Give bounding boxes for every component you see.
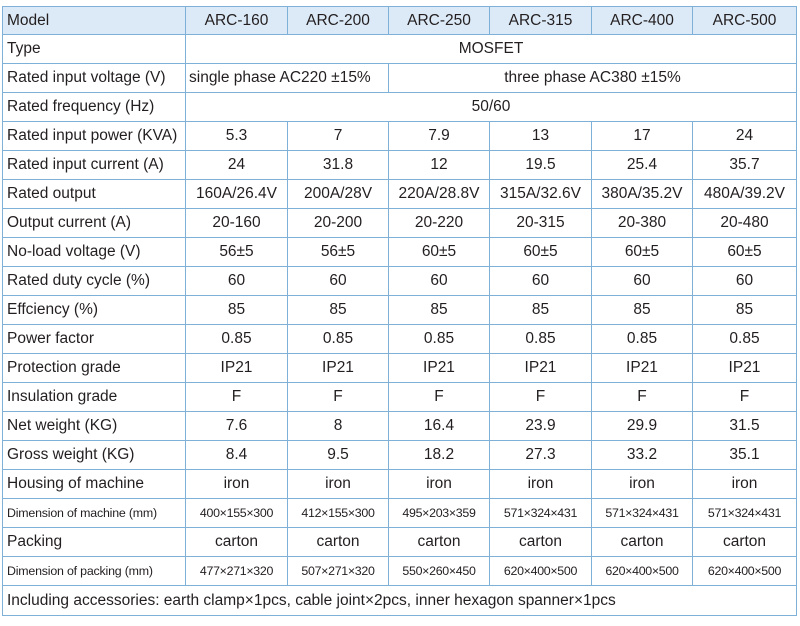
cell-value: 412×155×300 bbox=[288, 499, 389, 528]
row-label: Gross weight (KG) bbox=[3, 441, 186, 470]
cell-value: 60 bbox=[490, 267, 592, 296]
cell-value: 160A/26.4V bbox=[186, 180, 288, 209]
cell-value: F bbox=[288, 383, 389, 412]
cell-value: carton bbox=[389, 528, 490, 557]
cell-value: 56±5 bbox=[186, 238, 288, 267]
cell-value: 85 bbox=[490, 296, 592, 325]
header-row bbox=[3, 7, 797, 35]
cell-value: 85 bbox=[186, 296, 288, 325]
spec-row bbox=[3, 209, 797, 238]
cell-value: 24 bbox=[186, 151, 288, 180]
cell-value: 85 bbox=[693, 296, 797, 325]
single-phase-value: single phase AC220 ±15% bbox=[186, 64, 389, 93]
cell-value: 8 bbox=[288, 412, 389, 441]
cell-value: IP21 bbox=[693, 354, 797, 383]
model-name: ARC-160 bbox=[186, 7, 288, 35]
cell-value: 0.85 bbox=[592, 325, 693, 354]
header-label: Model bbox=[3, 7, 186, 35]
frequency-value: 50/60 bbox=[186, 93, 797, 122]
spec-row bbox=[3, 267, 797, 296]
row-label: Protection grade bbox=[3, 354, 186, 383]
cell-value: carton bbox=[490, 528, 592, 557]
spec-row bbox=[3, 383, 797, 412]
cell-value: 200A/28V bbox=[288, 180, 389, 209]
cell-value: IP21 bbox=[288, 354, 389, 383]
cell-value: iron bbox=[186, 470, 288, 499]
model-name: ARC-250 bbox=[389, 7, 490, 35]
cell-value: 35.7 bbox=[693, 151, 797, 180]
cell-value: IP21 bbox=[592, 354, 693, 383]
cell-value: 60±5 bbox=[693, 238, 797, 267]
row-label: Housing of machine bbox=[3, 470, 186, 499]
cell-value: 35.1 bbox=[693, 441, 797, 470]
spec-row bbox=[3, 499, 797, 528]
accessories-note: Including accessories: earth clamp×1pcs, cable joint×2pcs, inner hexagon spanner×1pcs bbox=[3, 586, 797, 616]
row-label: Dimension of packing (mm) bbox=[3, 557, 186, 586]
cell-value: 85 bbox=[288, 296, 389, 325]
cell-value: 29.9 bbox=[592, 412, 693, 441]
cell-value: 19.5 bbox=[490, 151, 592, 180]
cell-value: 8.4 bbox=[186, 441, 288, 470]
cell-value: 20-380 bbox=[592, 209, 693, 238]
cell-value: 60 bbox=[389, 267, 490, 296]
type-row bbox=[3, 35, 797, 64]
model-name: ARC-200 bbox=[288, 7, 389, 35]
cell-value: 0.85 bbox=[186, 325, 288, 354]
cell-value: 477×271×320 bbox=[186, 557, 288, 586]
cell-value: 31.8 bbox=[288, 151, 389, 180]
cell-value: F bbox=[389, 383, 490, 412]
cell-value: 0.85 bbox=[693, 325, 797, 354]
row-label: Rated output bbox=[3, 180, 186, 209]
row-label: Rated input power (KVA) bbox=[3, 122, 186, 151]
cell-value: 85 bbox=[389, 296, 490, 325]
row-label: Effciency (%) bbox=[3, 296, 186, 325]
cell-value: 20-220 bbox=[389, 209, 490, 238]
cell-value: F bbox=[592, 383, 693, 412]
cell-value: 480A/39.2V bbox=[693, 180, 797, 209]
cell-value: IP21 bbox=[490, 354, 592, 383]
cell-value: 7.6 bbox=[186, 412, 288, 441]
cell-value: 60±5 bbox=[592, 238, 693, 267]
cell-value: 56±5 bbox=[288, 238, 389, 267]
cell-value: 20-315 bbox=[490, 209, 592, 238]
cell-value: 400×155×300 bbox=[186, 499, 288, 528]
cell-value: 7 bbox=[288, 122, 389, 151]
cell-value: 60 bbox=[592, 267, 693, 296]
spec-row bbox=[3, 238, 797, 267]
cell-value: 60±5 bbox=[490, 238, 592, 267]
model-name: ARC-315 bbox=[490, 7, 592, 35]
spec-table-body bbox=[3, 7, 797, 586]
cell-value: IP21 bbox=[389, 354, 490, 383]
cell-value: 495×203×359 bbox=[389, 499, 490, 528]
cell-value: 24 bbox=[693, 122, 797, 151]
row-label: Type bbox=[3, 35, 186, 64]
spec-row bbox=[3, 122, 797, 151]
spec-row bbox=[3, 151, 797, 180]
cell-value: 620×400×500 bbox=[693, 557, 797, 586]
type-value: MOSFET bbox=[186, 35, 797, 64]
spec-row bbox=[3, 470, 797, 499]
row-label: Rated input current (A) bbox=[3, 151, 186, 180]
row-label: Dimension of machine (mm) bbox=[3, 499, 186, 528]
cell-value: 380A/35.2V bbox=[592, 180, 693, 209]
cell-value: 571×324×431 bbox=[592, 499, 693, 528]
row-label: Packing bbox=[3, 528, 186, 557]
cell-value: 23.9 bbox=[490, 412, 592, 441]
cell-value: carton bbox=[592, 528, 693, 557]
row-label: Rated input voltage (V) bbox=[3, 64, 186, 93]
cell-value: IP21 bbox=[186, 354, 288, 383]
cell-value: 13 bbox=[490, 122, 592, 151]
cell-value: 16.4 bbox=[389, 412, 490, 441]
spec-row bbox=[3, 296, 797, 325]
cell-value: carton bbox=[288, 528, 389, 557]
cell-value: 507×271×320 bbox=[288, 557, 389, 586]
three-phase-value: three phase AC380 ±15% bbox=[389, 64, 797, 93]
cell-value: carton bbox=[186, 528, 288, 557]
model-name: ARC-500 bbox=[693, 7, 797, 35]
cell-value: 20-200 bbox=[288, 209, 389, 238]
cell-value: 85 bbox=[592, 296, 693, 325]
spec-row bbox=[3, 412, 797, 441]
cell-value: 5.3 bbox=[186, 122, 288, 151]
row-label: Power factor bbox=[3, 325, 186, 354]
cell-value: 571×324×431 bbox=[490, 499, 592, 528]
cell-value: 620×400×500 bbox=[490, 557, 592, 586]
cell-value: 571×324×431 bbox=[693, 499, 797, 528]
model-name: ARC-400 bbox=[592, 7, 693, 35]
cell-value: 315A/32.6V bbox=[490, 180, 592, 209]
cell-value: 31.5 bbox=[693, 412, 797, 441]
cell-value: 220A/28.8V bbox=[389, 180, 490, 209]
cell-value: 12 bbox=[389, 151, 490, 180]
row-label: No-load voltage (V) bbox=[3, 238, 186, 267]
cell-value: 60 bbox=[186, 267, 288, 296]
cell-value: iron bbox=[592, 470, 693, 499]
cell-value: iron bbox=[389, 470, 490, 499]
cell-value: 0.85 bbox=[389, 325, 490, 354]
cell-value: F bbox=[693, 383, 797, 412]
cell-value: 620×400×500 bbox=[592, 557, 693, 586]
cell-value: 17 bbox=[592, 122, 693, 151]
cell-value: 27.3 bbox=[490, 441, 592, 470]
spec-row bbox=[3, 325, 797, 354]
cell-value: F bbox=[490, 383, 592, 412]
row-label: Output current (A) bbox=[3, 209, 186, 238]
spec-row bbox=[3, 441, 797, 470]
cell-value: iron bbox=[490, 470, 592, 499]
cell-value: 20-160 bbox=[186, 209, 288, 238]
spec-row bbox=[3, 557, 797, 586]
cell-value: 18.2 bbox=[389, 441, 490, 470]
spec-row bbox=[3, 354, 797, 383]
cell-value: 33.2 bbox=[592, 441, 693, 470]
spec-table bbox=[2, 6, 797, 616]
cell-value: 60 bbox=[288, 267, 389, 296]
cell-value: 9.5 bbox=[288, 441, 389, 470]
cell-value: F bbox=[186, 383, 288, 412]
spec-row bbox=[3, 180, 797, 209]
cell-value: 550×260×450 bbox=[389, 557, 490, 586]
accessories-row bbox=[3, 586, 797, 616]
cell-value: 20-480 bbox=[693, 209, 797, 238]
row-label: Net weight (KG) bbox=[3, 412, 186, 441]
spec-row bbox=[3, 528, 797, 557]
cell-value: 25.4 bbox=[592, 151, 693, 180]
cell-value: 60±5 bbox=[389, 238, 490, 267]
cell-value: 60 bbox=[693, 267, 797, 296]
cell-value: iron bbox=[693, 470, 797, 499]
row-label: Rated frequency (Hz) bbox=[3, 93, 186, 122]
cell-value: carton bbox=[693, 528, 797, 557]
cell-value: iron bbox=[288, 470, 389, 499]
frequency-row bbox=[3, 93, 797, 122]
cell-value: 0.85 bbox=[288, 325, 389, 354]
cell-value: 0.85 bbox=[490, 325, 592, 354]
row-label: Insulation grade bbox=[3, 383, 186, 412]
row-label: Rated duty cycle (%) bbox=[3, 267, 186, 296]
voltage-row bbox=[3, 64, 797, 93]
cell-value: 7.9 bbox=[389, 122, 490, 151]
